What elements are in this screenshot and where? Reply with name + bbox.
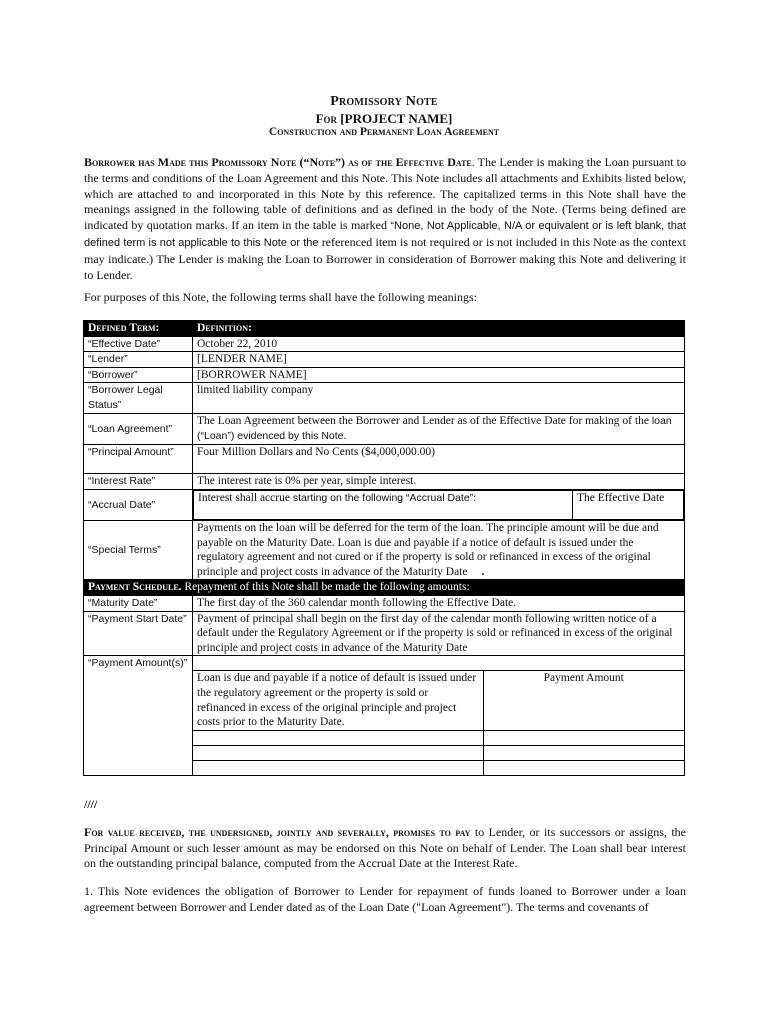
def-payment-start-date: Payment of principal shall begin on the first day of the calendar month following written notice of a default under the Regulatory Agreement or if the property is sold or refinanced in excess of the original principle and project costs in advance of the Maturity Date (193, 611, 685, 656)
def-effective-date: October 22, 2010 (193, 336, 685, 352)
term-borrower: “Borrower” (84, 367, 193, 383)
term-effective-date: “Effective Date” (84, 336, 193, 352)
payment-schedule-label: Payment Schedule. (88, 581, 182, 594)
def-maturity-date: The first day of the 360 calendar month following the Effective Date. (193, 595, 685, 611)
payment-schedule-row (84, 580, 685, 596)
table-row (84, 352, 685, 368)
def-loan-agreement-c: . (343, 429, 347, 442)
table-row (84, 611, 685, 656)
payment-amount-table (193, 671, 684, 774)
promise-lead: For value received, the undersigned, jointly and severally, promises to pay (84, 825, 471, 839)
promise-text: to Lender, or its successors or assigns, the Principal Amount or such lesser amount as may be endorsed on this Note on behalf of Lender. The Loan shall bear interest on the outstanding principal balance, computed from the Accrual Date at the Interest Rate. (84, 825, 686, 871)
term-payment-amounts: “Payment Amount(s)” (84, 656, 193, 775)
payment-empty-cell (193, 760, 483, 775)
payment-schedule-heading (84, 580, 685, 596)
document-title: Promissory Note (330, 94, 438, 109)
def-special-terms-trail: . (481, 565, 485, 578)
intro-paragraph (84, 155, 686, 283)
table-row (84, 336, 685, 352)
term-special-terms: “Special Terms” (84, 520, 193, 579)
def-special-terms-text: Payments on the loan will be deferred for the term of the loan. The principle amount will be due and payable on the Maturity Date. Loan is due and payable if a notice of default is issued under the regulatory agreement and not cured or if the property is sold or refinanced in excess of the original principle and project costs in advance of the Maturity Date (197, 521, 659, 578)
term-lender: “Lender” (84, 352, 193, 368)
def-loan-agreement-b: loan (“Loan”) evidenced by this Note (197, 415, 672, 442)
table-row (84, 489, 685, 520)
accrual-text-c: : (473, 491, 477, 504)
def-accrual-date (193, 489, 685, 520)
payment-condition-cell: Loan is due and payable if a notice of default is issued under the regulatory agreement or the property is sold or refinanced in excess of the original principle and project costs prior to the Maturity Date. (193, 671, 483, 730)
def-principal-amount: Four Million Dollars and No Cents ($4,000,000.00) (193, 445, 685, 474)
term-payment-start-date: “Payment Start Date” (84, 611, 193, 656)
definitions-table (83, 320, 685, 776)
payment-empty-cell (193, 745, 483, 760)
document-subtitle: For [PROJECT NAME] (315, 111, 453, 126)
def-borrower: [BORROWER NAME] (193, 367, 685, 383)
def-loan-agreement (193, 414, 685, 445)
accrual-text (194, 490, 573, 519)
term-principal-amount: “Principal Amount” (84, 445, 193, 474)
def-special-terms (193, 520, 685, 579)
def-borrower-legal-status: limited liability company (193, 383, 685, 414)
def-loan-agreement-a: The Loan Agreement between the Borrower and Lender as of the Effective Date for making of the (197, 415, 649, 428)
intro-text-a: . The Lender is making the Loan pursuant to the terms and conditions of the Loan Agreement and this Note. This Note includes all attachments and Exhibits listed below, which are attached to and incorporated in this Note by this reference. The capitalized terms in this Note shall have the meanings assigned in the following table of definitions and as defined in the body of the Note. (Terms being defined are indicated by quotation marks. If an item in the table is marked (84, 155, 686, 233)
table-row (84, 656, 685, 775)
term-borrower-legal-status: “Borrower Legal Status” (84, 383, 193, 414)
accrual-text-b: starting on the following “Accrual Date” (292, 491, 474, 504)
accrual-value: The Effective Date (573, 490, 684, 519)
intro-text-b: referenced item is not required or is not included in this Note as the context may indicate.) The Lender is making the Loan to Borrower in consideration of Borrower making this Note and delivering it to Lender. (84, 234, 686, 282)
table-row (84, 595, 685, 611)
table-row (84, 445, 685, 474)
table-row (84, 520, 685, 579)
payment-empty-cell (483, 745, 684, 760)
term-interest-rate: “Interest Rate” (84, 474, 193, 490)
accrual-text-a: Interest shall accrue (198, 491, 293, 504)
table-row (84, 383, 685, 414)
header-term: Defined Term: (84, 321, 193, 337)
accrual-inner (193, 490, 684, 520)
term-maturity-date: “Maturity Date” (84, 595, 193, 611)
section-separator: //// (84, 797, 98, 811)
def-interest-rate: The interest rate is 0% per year, simple interest. (193, 474, 685, 490)
def-payment-amounts (193, 656, 685, 775)
payment-empty-cell (483, 730, 684, 745)
table-row (84, 474, 685, 490)
table-row (84, 367, 685, 383)
intro-text-sans: “None, Not Applicable, N/A or equivalent or is left blank, that defined term is not applicable to this Note or the (84, 220, 686, 249)
payment-amount-header: Payment Amount (483, 671, 684, 730)
intro-lead: Borrower has Made this Promissory Note (“Note”) as of the Effective Date (84, 155, 472, 169)
table-row (84, 414, 685, 445)
payment-schedule-text: Repayment of this Note shall be made the following amounts: (181, 581, 470, 594)
section-1-paragraph: 1. This Note evidences the obligation of Borrower to Lender for repayment of funds loaned to Borrower under a loan agreement between Borrower and Lender dated as of the Loan Date ("Loan Agreement"). The terms and covenants of (84, 884, 686, 914)
def-lender: [LENDER NAME] (193, 352, 685, 368)
payment-spacer-row (193, 656, 684, 671)
payment-empty-cell (193, 730, 483, 745)
term-loan-agreement: “Loan Agreement” (84, 414, 193, 445)
promise-paragraph (84, 825, 686, 872)
payment-empty-cell (483, 760, 684, 775)
agreement-name: Construction and Permanent Loan Agreement (268, 126, 500, 138)
purpose-statement: For purposes of this Note, the following terms shall have the following meanings: (84, 290, 477, 304)
table-header-row (84, 321, 685, 337)
header-definition: Definition: (193, 321, 685, 337)
term-accrual-date: “Accrual Date” (84, 489, 193, 520)
